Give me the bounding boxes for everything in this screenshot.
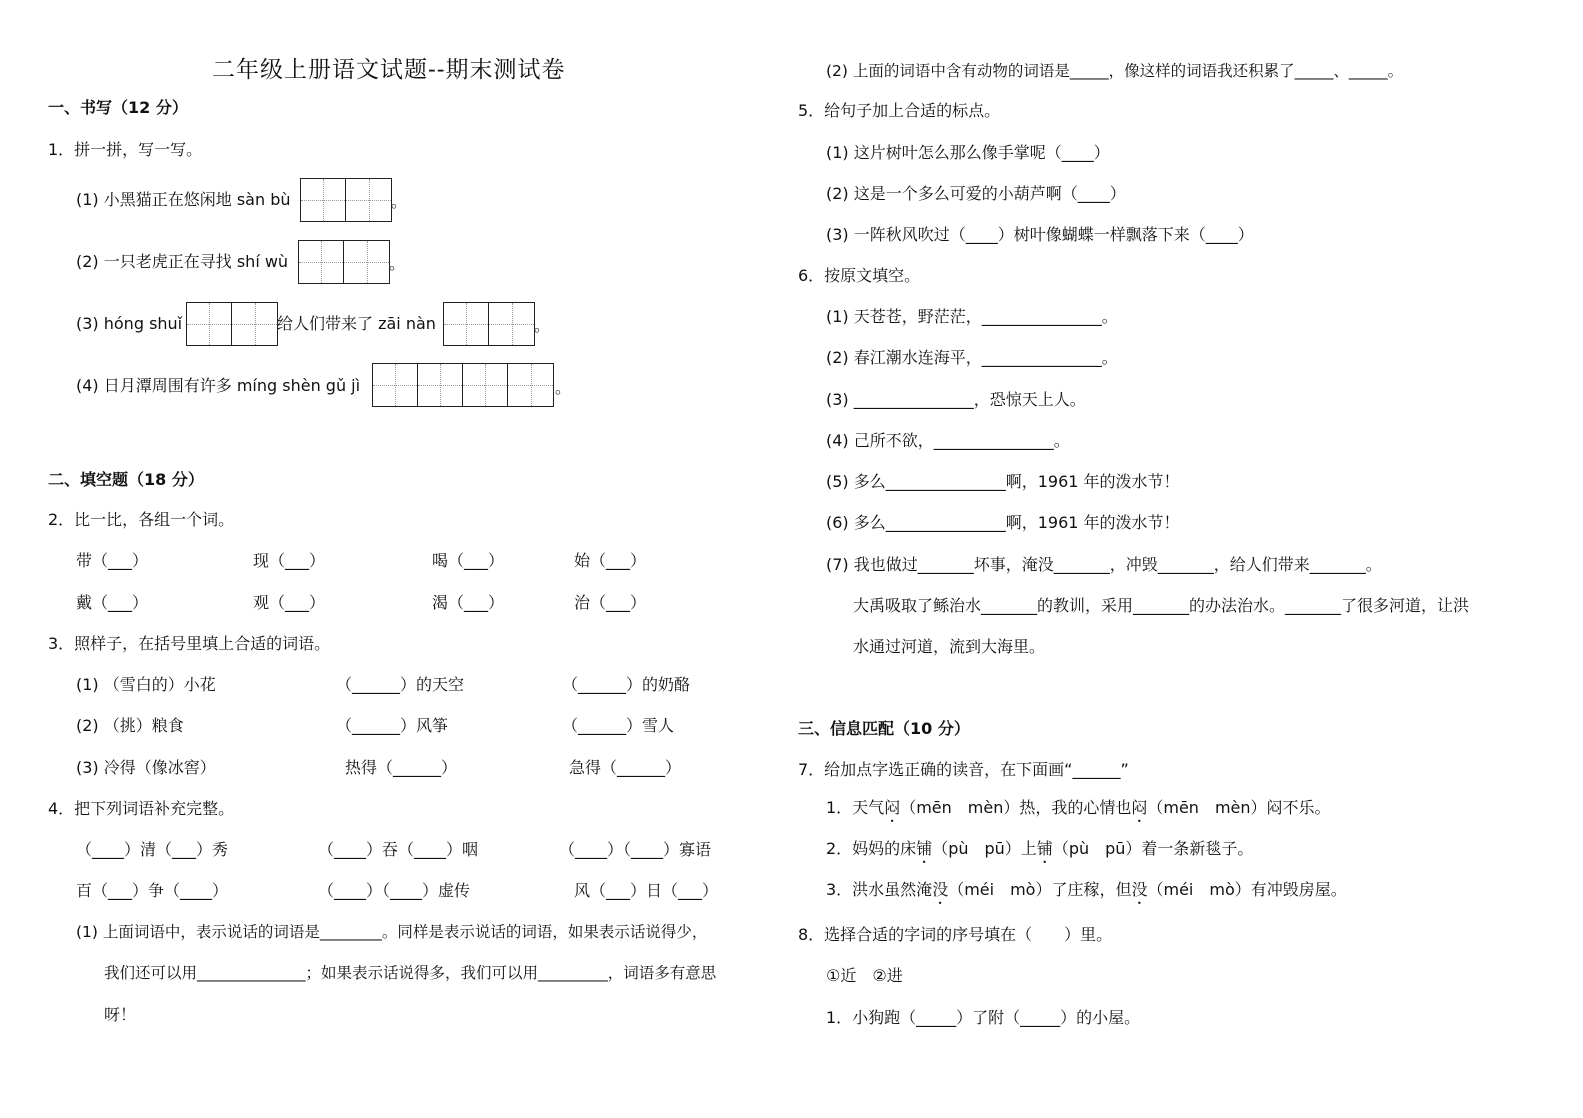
question-7: 7．给加点字选正确的读音，在下面画“______” bbox=[798, 760, 1129, 779]
fill-item[interactable]: （____）清（___）秀 bbox=[76, 840, 229, 859]
fill-item[interactable]: 风（___）日（___） bbox=[574, 881, 719, 900]
question-5-2: (2) 这是一个多么可爱的小葫芦啊（____） bbox=[826, 184, 1126, 203]
text-segment: （mēn mèn）闷不乐。 bbox=[1147, 798, 1331, 817]
text-segment: （méi mò）有冲毁房屋。 bbox=[1147, 880, 1347, 899]
section-heading-writing: 一、书写（12 分） bbox=[48, 98, 188, 117]
fill-item[interactable]: 治（___） bbox=[574, 593, 647, 612]
fill-item[interactable]: 现（___） bbox=[253, 551, 326, 570]
fill-item[interactable]: （______）风筝 bbox=[336, 716, 449, 735]
question-4-1: (1) 上面词语中，表示说话的词语是________。同样是表示说话的词语，如果表示话说得少， bbox=[76, 923, 708, 941]
question-3: 3．照样子，在括号里填上合适的词语。 bbox=[48, 634, 331, 653]
writing-grid[interactable] bbox=[443, 302, 535, 346]
question-6: 6．按原文填空。 bbox=[798, 266, 921, 285]
question-6-3: (3) _______________，恐惊天上人。 bbox=[826, 390, 1086, 409]
text-segment: 铺 bbox=[1036, 839, 1053, 858]
question-5-1: (1) 这片树叶怎么那么像手掌呢（____） bbox=[826, 143, 1110, 162]
question-7-2 bbox=[826, 838, 1253, 867]
fill-item[interactable]: 戴（___） bbox=[76, 593, 149, 612]
fill-item[interactable]: 始（___） bbox=[574, 551, 647, 570]
text-segment: 闷 bbox=[884, 798, 901, 817]
text-segment: 3．洪水虽然淹 bbox=[826, 880, 933, 899]
text-segment: 没 bbox=[932, 880, 949, 899]
example-item: (3) 冷得（像冰窖） bbox=[76, 758, 216, 777]
text-segment: 没 bbox=[1131, 880, 1148, 899]
fill-item[interactable]: （____）（____）虚传 bbox=[318, 881, 471, 900]
question-1-3-text-mid: 给人们带来了 zāi nàn bbox=[277, 314, 436, 333]
question-6-6: (6) 多么_______________啊，1961 年的泼水节！ bbox=[826, 513, 1180, 532]
question-6-5: (5) 多么_______________啊，1961 年的泼水节！ bbox=[826, 472, 1180, 491]
text-segment: （méi mò）了庄稼，但 bbox=[948, 880, 1132, 899]
fill-item[interactable]: （______）的奶酪 bbox=[562, 675, 691, 694]
text-segment: （pù pū）上 bbox=[932, 839, 1037, 858]
fill-item[interactable]: 观（___） bbox=[253, 593, 326, 612]
question-4-1-end: 呀！ bbox=[104, 1005, 137, 1024]
example-item: (2) （挑）粮食 bbox=[76, 716, 184, 735]
question-4-1-cont: 我们还可以用______________；如果表示话说得多，我们可以用_________，词语多有意思 bbox=[104, 964, 717, 982]
punctuation: 。 bbox=[555, 378, 572, 397]
fill-item[interactable]: （____）（____）寡语 bbox=[559, 840, 712, 859]
question-1-4-text: (4) 日月潭周围有许多 míng shèn gǔ jì bbox=[76, 376, 361, 395]
fill-item[interactable]: 急得（______） bbox=[569, 758, 682, 777]
question-6-2: (2) 春江潮水连海平，_______________。 bbox=[826, 348, 1118, 367]
text-segment: 闷 bbox=[1131, 798, 1148, 817]
question-6-7-end: 水通过河道，流到大海里。 bbox=[853, 637, 1046, 656]
writing-grid[interactable] bbox=[186, 302, 278, 346]
fill-item[interactable]: （______）雪人 bbox=[562, 716, 675, 735]
punctuation: 。 bbox=[534, 316, 551, 335]
question-5-3: (3) 一阵秋风吹过（____）树叶像蝴蝶一样飘落下来（____） bbox=[826, 225, 1254, 244]
punctuation: 。 bbox=[389, 254, 406, 273]
text-segment: 铺 bbox=[916, 839, 933, 858]
fill-item[interactable]: 喝（___） bbox=[432, 551, 505, 570]
text-segment: （pù pū）着一条新毯子。 bbox=[1052, 839, 1254, 858]
question-1-3-text: (3) hóng shuǐ bbox=[76, 314, 183, 333]
fill-item[interactable]: 带（___） bbox=[76, 551, 149, 570]
question-1: 1．拼一拼，写一写。 bbox=[48, 140, 203, 159]
punctuation: 。 bbox=[391, 192, 408, 211]
question-2: 2．比一比，各组一个词。 bbox=[48, 510, 235, 529]
section-heading-matching: 三、信息匹配（10 分） bbox=[798, 719, 970, 738]
question-4: 4．把下列词语补充完整。 bbox=[48, 799, 235, 818]
question-5: 5．给句子加上合适的标点。 bbox=[798, 101, 1001, 120]
question-4-2: (2) 上面的词语中含有动物的词语是_____，像这样的词语我还积累了_____、_____。 bbox=[826, 62, 1404, 80]
fill-item[interactable]: （____）吞（____）咽 bbox=[318, 840, 479, 859]
text-segment: （mēn mèn）热，我的心情也 bbox=[900, 798, 1132, 817]
writing-grid[interactable] bbox=[298, 240, 390, 284]
fill-item[interactable]: 百（___）争（____） bbox=[76, 881, 229, 900]
fill-item[interactable]: 热得（______） bbox=[345, 758, 458, 777]
question-1-2-text: (2) 一只老虎正在寻找 shí wù bbox=[76, 252, 289, 271]
writing-grid[interactable] bbox=[372, 363, 554, 407]
text-segment: 2．妈妈的床 bbox=[826, 839, 917, 858]
question-8-options: ①近 ②进 bbox=[826, 966, 903, 985]
example-item: (1) （雪白的）小花 bbox=[76, 675, 216, 694]
question-6-7-cont: 大禹吸取了鲧治水_______的教训，采用_______的办法治水。_______了很多河道，让洪 bbox=[853, 596, 1470, 615]
question-8-1: 1．小狗跑（_____）了附（_____）的小屋。 bbox=[826, 1008, 1141, 1027]
fill-item[interactable]: 渴（___） bbox=[432, 593, 505, 612]
question-6-1: (1) 天苍苍，野茫茫，_______________。 bbox=[826, 307, 1118, 326]
question-8: 8．选择合适的字词的序号填在（ ）里。 bbox=[798, 925, 1113, 944]
page-title: 二年级上册语文试题--期末测试卷 bbox=[212, 57, 566, 83]
fill-item[interactable]: （______）的天空 bbox=[336, 675, 465, 694]
section-heading-fill: 二、填空题（18 分） bbox=[48, 470, 204, 489]
question-6-4: (4) 己所不欲，_______________。 bbox=[826, 431, 1070, 450]
writing-grid[interactable] bbox=[300, 178, 392, 222]
question-7-1 bbox=[826, 797, 1331, 826]
question-6-7: (7) 我也做过_______坏事，淹没_______，冲毁_______，给人们带来_______。 bbox=[826, 555, 1382, 574]
text-segment: 1．天气 bbox=[826, 798, 885, 817]
question-1-1-text: (1) 小黑猫正在悠闲地 sàn bù bbox=[76, 190, 291, 209]
question-7-3 bbox=[826, 879, 1347, 908]
